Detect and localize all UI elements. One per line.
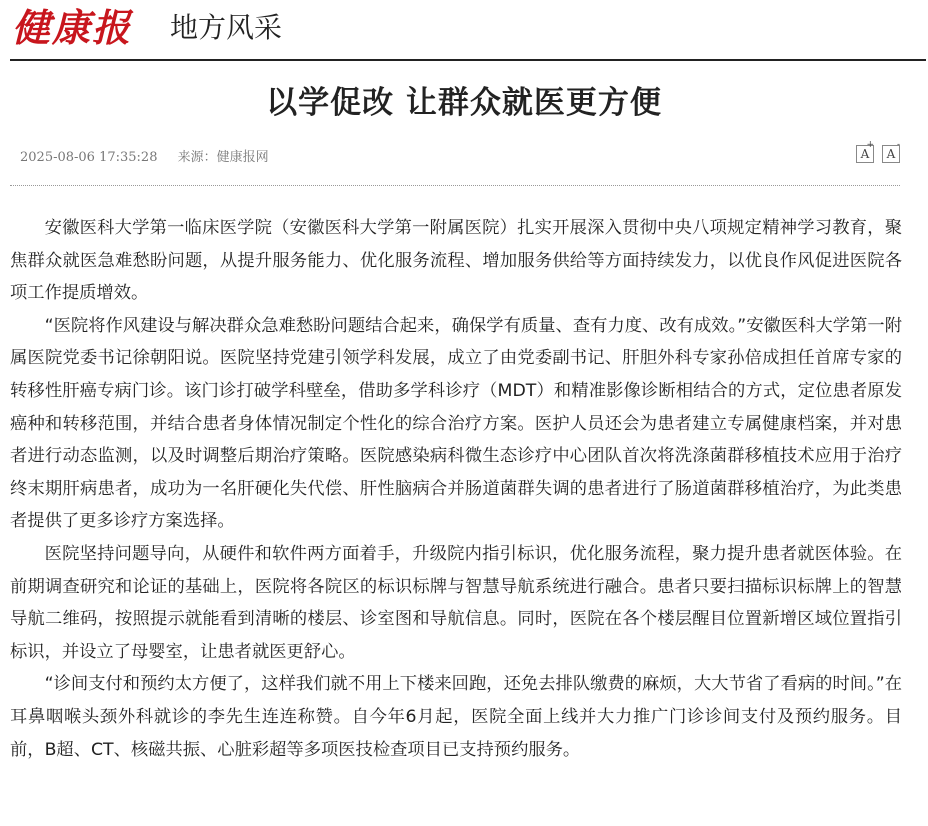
font-decrease-icon: A (886, 147, 896, 161)
font-increase-icon: A (860, 147, 870, 161)
site-header (0, 0, 928, 60)
article-paragraph: 安徽医科大学第一临床医学院（安徽医科大学第一附属医院）扎实开展深入贯彻中央八项规定精神学习教育，聚焦群众就医急难愁盼问题，从提升服务能力、优化服务流程、增加服务供给等方面持续发力，以优良作风促进医院各项工作提质增效。 (10, 218, 902, 304)
font-size-controls (856, 140, 900, 163)
source-name: 健康报网 (216, 150, 269, 165)
header-divider (10, 59, 926, 61)
font-increase-button[interactable] (856, 140, 874, 163)
minus-icon: - (896, 140, 900, 150)
source-label: 来源： (177, 150, 217, 165)
article-paragraph: 医院坚持问题导向，从硬件和软件两方面着手，升级院内指引标识，优化服务流程，聚力提升患者就医体验。在前期调查研究和论证的基础上，医院将各院区的标识标牌与智慧导航系统进行融合。患者只要扫描标识标牌上的智慧导航二维码，按照提示就能看到清晰的楼层、诊室图和导航信息。同时，医院在各个楼层醒目位置新增区域位置指引标识，并设立了母婴室，让患者就医更舒心。 (10, 543, 902, 662)
font-decrease-button[interactable] (882, 140, 900, 163)
article-meta (20, 148, 285, 168)
meta-divider (10, 185, 900, 186)
article-body (10, 212, 902, 766)
article-paragraph: “诊间支付和预约太方便了，这样我们就不用上下楼来回跑，还免去排队缴费的麻烦，大大节省了看病的时间。”在耳鼻咽喉头颈外科就诊的李先生连连称赞。自今年6月起，医院全面上线并大力推广门诊诊间支付及预约服务。目前，B超、CT、核磁共振、心脏彩超等多项医技检查项目已支持预约服务。 (10, 674, 902, 760)
site-logo[interactable]: 健康报 (12, 5, 133, 50)
publish-date: 2025-08-06 17:35:28 (20, 150, 158, 165)
plus-icon: + (866, 140, 874, 150)
section-name[interactable]: 地方风采 (170, 11, 283, 44)
article-title: 以学促改 让群众就医更方便 (266, 85, 662, 121)
article-paragraph: “医院将作风建设与解决群众急难愁盼问题结合起来，确保学有质量、查有力度、改有成效。”安徽医科大学第一附属医院党委书记徐朝阳说。医院坚持党建引领学科发展，成立了由党委副书记、肝胆外科专家孙倍成担任首席专家的转移性肝癌专病门诊。该门诊打破学科壁垒，借助多学科诊疗（MDT）和精准影像诊断相结合的方式，定位患者原发癌种和转移范围，并结合患者身体情况制定个性化的综合治疗方案。医护人员还会为患者建立专属健康档案，并对患者进行动态监测，以及时调整后期治疗策略。医院感染病科微生态诊疗中心团队首次将洗涤菌群移植技术应用于治疗终末期肝病患者，成功为一名肝硬化失代偿、肝性脑病合并肠道菌群失调的患者进行了肠道菌群移植治疗，为此类患者提供了更多诊疗方案选择。 (10, 315, 902, 532)
